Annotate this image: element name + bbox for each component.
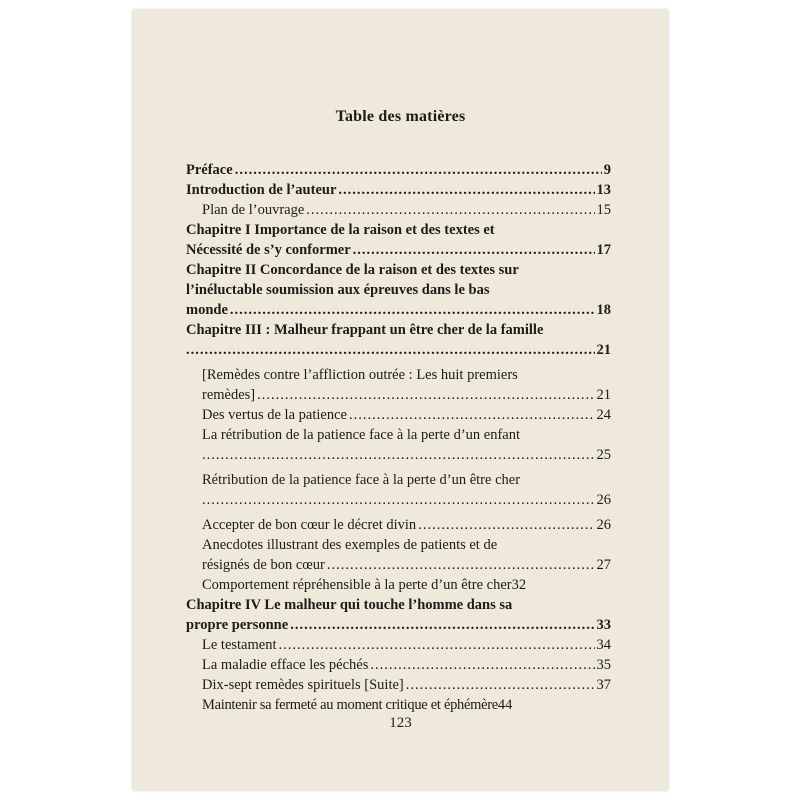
book-page — [133, 10, 668, 790]
toc-entry-line: Chapitre I Importance de la raison et des textes et — [186, 222, 495, 238]
toc-page-number: 44 — [497, 697, 513, 713]
toc-entry-text: monde — [186, 302, 228, 318]
toc-entry-line: [Remèdes contre l’affliction outrée : Les huit premiers — [202, 367, 518, 383]
leader-dots — [306, 200, 594, 220]
toc-entry-text: Préface — [186, 162, 233, 178]
leader-dots — [257, 385, 594, 405]
leader-dots — [278, 635, 594, 655]
toc-page-number: 9 — [603, 162, 611, 178]
toc-entry-text: Comportement répréhensible à la perte d’un être cher — [202, 577, 512, 593]
toc-page-number: 27 — [596, 557, 611, 573]
toc-entry-line: Anecdotes illustrant des exemples de patients et de — [202, 537, 498, 553]
leader-dots — [230, 300, 595, 320]
toc-entry-chapter-4 — [186, 595, 611, 635]
toc-page-number: 15 — [596, 202, 611, 218]
leader-dots — [290, 615, 594, 635]
toc-entry-remedes — [186, 365, 611, 405]
toc-page-number: 32 — [511, 577, 527, 593]
toc-entry-text: Dix-sept remèdes spirituels [Suite] — [202, 677, 404, 693]
leader-dots — [202, 445, 595, 465]
toc-page-number: 26 — [596, 492, 611, 508]
toc-entry-text: Accepter de bon cœur le décret divin — [202, 517, 417, 533]
toc-entry-line: La rétribution de la patience face à la perte d’un enfant — [202, 427, 521, 443]
toc-entry-line: Rétribution de la patience face à la perte d’un être cher — [202, 472, 521, 488]
toc-page-number: 35 — [596, 657, 611, 673]
toc-entry-chapter-3 — [186, 320, 611, 360]
toc-entry-preface — [186, 160, 611, 180]
toc-page-number: 17 — [596, 242, 611, 258]
toc-entry-text: remèdes] — [202, 387, 256, 403]
leader-dots — [202, 490, 595, 510]
toc-entry-comportement — [186, 575, 611, 595]
toc-page-number: 21 — [596, 342, 611, 358]
toc-entry-text: Nécessité de s’y conformer — [186, 242, 351, 258]
toc-entry-text: La maladie efface les péchés — [202, 657, 369, 673]
toc-entry-text: Introduction de l’auteur — [186, 182, 337, 198]
toc-entry-testament — [186, 635, 611, 655]
toc-page-number: 37 — [596, 677, 611, 693]
toc-page-number: 21 — [596, 387, 611, 403]
toc-entry-text: Le testament — [202, 637, 277, 653]
toc-entry-line: l’inéluctable soumission aux épreuves dans le bas — [186, 282, 490, 298]
leader-dots — [370, 655, 594, 675]
page-title: Table des matières — [335, 108, 466, 125]
toc-page-number: 25 — [596, 447, 611, 463]
leader-dots — [186, 340, 595, 360]
toc-entry-line: Chapitre II Concordance de la raison et des textes sur — [186, 262, 519, 278]
toc-entry-maintenir — [186, 695, 611, 715]
toc-entry-text: résignés de bon cœur — [202, 557, 325, 573]
toc-entry-line: Chapitre IV Le malheur qui touche l’homme dans sa — [186, 597, 513, 613]
toc-entry-anecdotes — [186, 535, 611, 575]
toc-entry-maladie — [186, 655, 611, 675]
leader-dots — [349, 405, 595, 425]
toc-page-number: 13 — [596, 182, 611, 198]
toc-entry-text: Des vertus de la patience — [202, 407, 347, 423]
leader-dots — [327, 555, 595, 575]
toc-entry-vertus — [186, 405, 611, 425]
toc-entry-retribution-enfant — [186, 425, 611, 465]
toc-entry-text: Plan de l’ouvrage — [202, 202, 305, 218]
toc-entry-chapter-2 — [186, 260, 611, 320]
toc-page-number: 34 — [596, 637, 611, 653]
page-number: 123 — [389, 715, 412, 731]
leader-dots — [418, 515, 594, 535]
toc-entry-chapter-1 — [186, 220, 611, 260]
toc-page-number: 26 — [596, 517, 611, 533]
toc-entry-introduction — [186, 180, 611, 200]
toc-entry-dix-sept-remedes — [186, 675, 611, 695]
leader-dots — [235, 160, 602, 180]
table-of-contents — [186, 160, 611, 715]
toc-entry-accepter — [186, 515, 611, 535]
toc-page-number: 24 — [596, 407, 611, 423]
toc-entry-text: propre personne — [186, 617, 289, 633]
leader-dots — [406, 675, 595, 695]
toc-entry-retribution-etre-cher — [186, 470, 611, 510]
toc-entry-line: Chapitre III : Malheur frappant un être cher de la famille — [186, 322, 544, 338]
toc-page-number: 33 — [596, 617, 611, 633]
toc-entry-text: Maintenir sa fermeté au moment critique et éphémère — [202, 697, 498, 713]
toc-entry-plan — [186, 200, 611, 220]
leader-dots — [338, 180, 594, 200]
toc-page-number: 18 — [596, 302, 611, 318]
leader-dots — [353, 240, 595, 260]
